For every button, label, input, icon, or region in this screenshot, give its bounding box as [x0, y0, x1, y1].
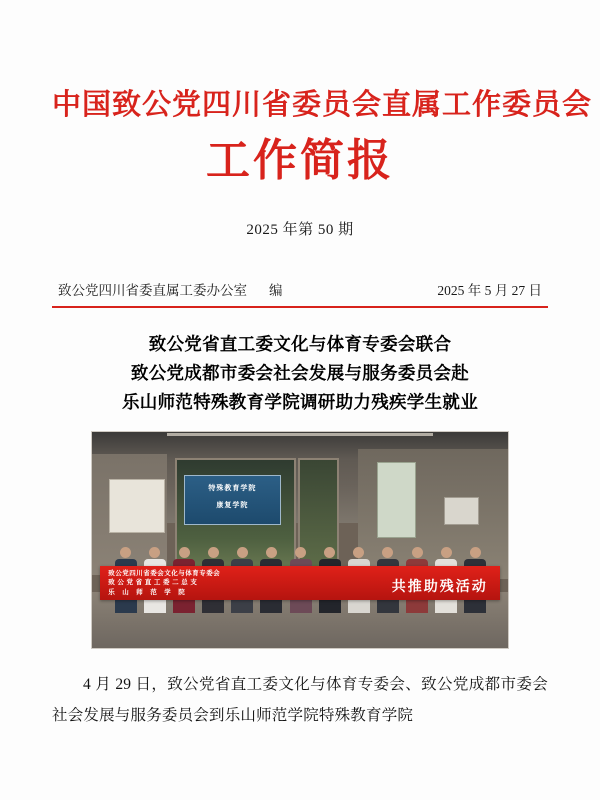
masthead-org-line: 中国致公党四川省委员会直属工作委员会	[52, 87, 593, 121]
photo-wall-box	[444, 497, 479, 525]
photo-banner-left-line-2: 致 公 党 省 直 工 委 二 总 支	[108, 579, 198, 587]
publisher-name: 致公党四川省委直属工委办公室	[58, 283, 247, 299]
photo-department-sign-line-2: 康复学院	[216, 501, 249, 510]
headline-line-1: 致公党省直工委文化与体育专委会联合	[148, 334, 452, 355]
imprint-bar	[52, 279, 548, 308]
photo-department-sign	[184, 475, 282, 525]
photo-department-sign-line-1: 特殊教育学院	[208, 484, 257, 493]
editor-label: 编	[269, 283, 283, 299]
photo-banner-slogan: 共推助残活动	[391, 579, 488, 595]
masthead	[52, 0, 593, 188]
masthead-title: 工作简报	[206, 135, 394, 187]
headline-line-3: 乐山师范特殊教育学院调研助力残疾学生就业	[122, 392, 478, 413]
photo-red-banner	[100, 566, 499, 601]
headline-line-2: 致公党成都市委会社会发展与服务委员会赴	[130, 363, 470, 384]
photo-banner-left-line-3: 乐 山 师 范 学 院	[108, 589, 186, 597]
article-photo	[91, 431, 509, 649]
article-body	[52, 669, 548, 731]
imprint-left	[58, 279, 283, 299]
photo-banner-left-text	[108, 569, 220, 598]
photo-ceiling-light	[167, 433, 433, 436]
photo-wall-poster	[109, 479, 165, 533]
article-headline	[52, 330, 548, 417]
photo-banner-left-line-1: 致公党四川省委会文化与体育专委会	[108, 569, 221, 577]
publish-date: 2025 年 5 月 27 日	[437, 283, 542, 299]
issue-number: 2025 年第 50 期	[246, 222, 354, 239]
article-paragraph-1: 4 月 29 日，致公党省直工委文化与体育专委会、致公党成都市委会社会发展与服务委员会到乐山师范学院特殊教育学院	[52, 675, 548, 724]
